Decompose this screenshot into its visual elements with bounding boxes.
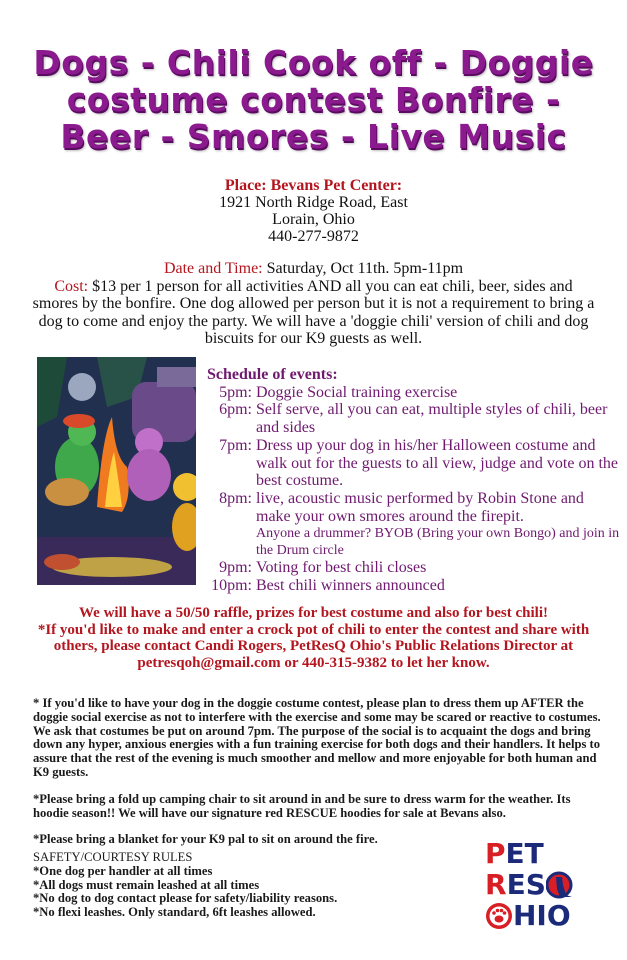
- schedule-text: Doggie Social training exercise: [256, 383, 458, 401]
- schedule-heading: Schedule of events:: [207, 366, 338, 383]
- logo-letters: ES: [506, 868, 546, 901]
- rules-heading: SAFETY/COURTESY RULES: [33, 850, 193, 864]
- safety-rules: [33, 851, 453, 920]
- event-title: [0, 44, 627, 155]
- cost-label: Cost:: [54, 277, 89, 295]
- logo-line-resq: [485, 869, 605, 900]
- campfire-illustration: [37, 357, 196, 585]
- campfire-art-icon: [37, 357, 196, 585]
- schedule-item: [207, 384, 622, 402]
- schedule-item: [207, 401, 622, 436]
- place-label: Place: Bevans Pet Center:: [224, 177, 403, 194]
- schedule-text: Best chili winners announced: [256, 577, 445, 595]
- rule-item: *No flexi leashes. Only standard, 6ft leashes allowed.: [33, 905, 316, 920]
- schedule-text: Dress up your dog in his/her Halloween costume and walk out for the guests to all view, judge and vote on the best costume.: [256, 436, 618, 490]
- date-time-label: Date and Time:: [163, 260, 263, 277]
- schedule-item: [207, 490, 622, 559]
- address-line-2: Lorain, Ohio: [272, 211, 355, 228]
- cost-line: [30, 278, 597, 348]
- date-time-value: Saturday, Oct 11th. 5pm-11pm: [266, 260, 464, 277]
- rule-item: *No dog to dog contact please for safety/liability reasons.: [33, 891, 338, 906]
- schedule-text: Voting for best chili closes: [256, 559, 427, 577]
- raffle-line: We will have a 50/50 raffle, prizes for best costume and also for best chili!: [79, 605, 548, 621]
- note-blanket: *Please bring a blanket for your K9 pal to sit on around the fire.: [33, 832, 378, 847]
- petresq-ohio-logo: [485, 838, 605, 938]
- raffle-block: [0, 605, 627, 671]
- schedule-time: 6pm:: [219, 401, 252, 419]
- schedule-time: 9pm:: [219, 559, 252, 577]
- logo-line-ohio: [485, 900, 605, 931]
- schedule-time: 10pm:: [211, 577, 252, 595]
- schedule-of-events: [207, 366, 622, 595]
- rule-item: *All dogs must remain leashed at all times: [33, 877, 260, 892]
- schedule-time: 5pm:: [219, 383, 252, 401]
- q-dog-icon: [546, 871, 572, 899]
- address-line-1: 1921 North Ridge Road, East: [219, 194, 408, 211]
- schedule-item: [207, 437, 622, 490]
- schedule-subtext: Anyone a drummer? BYOB (Bring your own Bongo) and join in the Drum circle: [256, 526, 620, 559]
- logo-letters: ET: [505, 837, 544, 870]
- venue-phone: 440-277-9872: [268, 228, 359, 245]
- title-line-2: costume contest Bonfire -: [66, 80, 561, 119]
- chili-contest-contact: *If you'd like to make and enter a crock pot of chili to enter the contest and share with others, please contact Candi Rogers, PetResQ Ohio's Public Relations Director at petresqoh@gmail.com or 440-315-9382 to let her know.: [37, 621, 590, 671]
- cost-text: $13 per 1 person for all activities AND all you can eat chili, beer, sides and smores by the bonfire. One dog allowed per person but it is not a requirement to bring a dog to come and enjoy the party. We will have a 'doggie chili' version of chili and dog biscuits for our K9 guests as well.: [32, 277, 595, 347]
- logo-letter: P: [485, 837, 506, 870]
- title-line-3: Beer - Smores - Live Music: [60, 117, 567, 156]
- logo-letters: HIO: [513, 899, 571, 932]
- schedule-text-group: [252, 490, 622, 559]
- logo-letter: R: [485, 868, 507, 901]
- schedule-text: Self serve, all you can eat, multiple styles of chili, beer and sides: [256, 401, 608, 437]
- schedule-item: [207, 577, 622, 595]
- schedule-item: [207, 559, 622, 577]
- note-costume-contest: * If you'd like to have your dog in the doggie costume contest, please plan to dress them up AFTER the doggie social exercise as not to interfere with the exercise and some may be scared or reactive to costumes. We ask that costumes be put on around 7pm. The purpose of the social is to acquaint the dogs and bring down any hyper, anxious energies with a fun training exercise for both dogs and their handlers. It helps to assure that the rest of the evening is much smoother and mellow and more enjoyable for both human and K9 guests.: [33, 696, 601, 779]
- schedule-time: 8pm:: [219, 489, 252, 507]
- info-block: [30, 260, 597, 348]
- notes-block: [33, 697, 608, 860]
- rule-item: *One dog per handler at all times: [33, 863, 213, 878]
- title-line-1: Dogs - Chili Cook off - Doggie: [33, 43, 594, 82]
- place-block: [0, 177, 627, 245]
- logo-line-pet: [485, 838, 605, 869]
- date-time-line: [30, 260, 597, 278]
- paw-print-icon: [485, 902, 513, 930]
- note-camping-chair: *Please bring a fold up camping chair to sit around in and be sure to dress warm for the weather. Its hoodie season!! We will have our signature red RESCUE hoodies for sale at Bevans also.: [33, 791, 571, 820]
- schedule-time: 7pm:: [219, 436, 252, 454]
- schedule-text: live, acoustic music performed by Robin Stone and make your own smores around the firepit.: [256, 489, 584, 525]
